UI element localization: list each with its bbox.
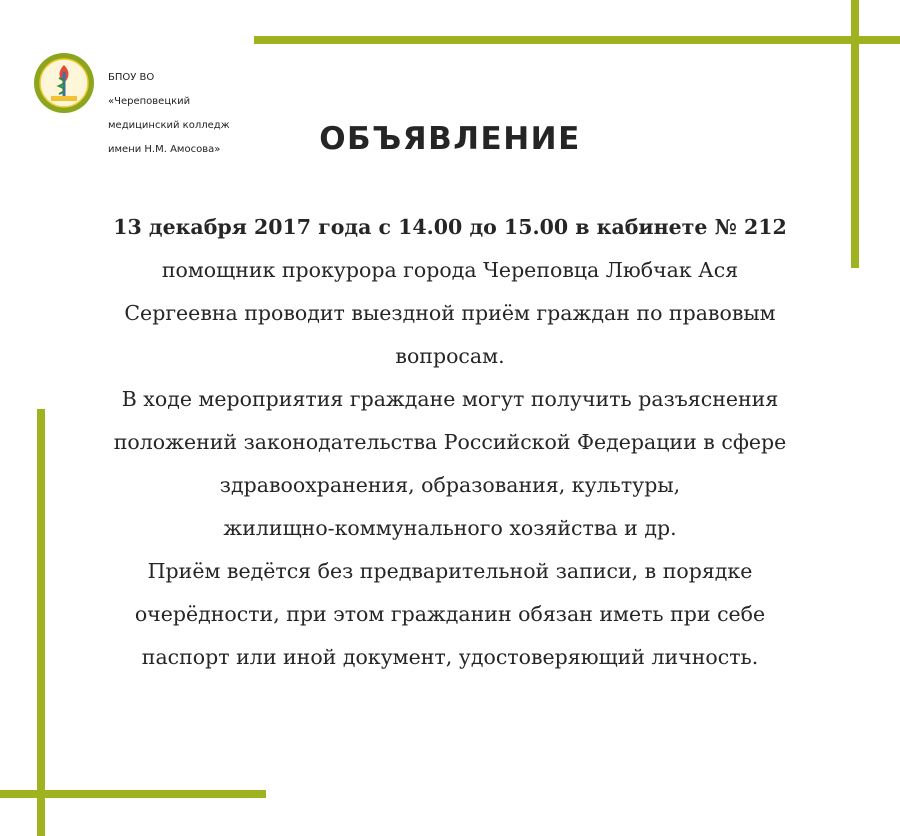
announcement-line: Приём ведётся без предварительной записи, в порядке (147, 559, 753, 583)
org-line-3: медицинский колледж (108, 120, 230, 131)
org-line-2: «Череповецкий (108, 96, 191, 107)
org-line-1: БПОУ ВО (108, 72, 155, 83)
announcement-line: Сергеевна проводит выездной приём граждан по правовым (124, 301, 776, 325)
announcement-body (50, 206, 850, 679)
decor-bar-top-horizontal (254, 36, 900, 44)
page-title: ОБЪЯВЛЕНИЕ (319, 121, 581, 157)
announcement-line: положений законодательства Российской Федерации в сфере (113, 430, 787, 454)
announcement-line: вопросам. (395, 344, 505, 368)
college-emblem-icon (33, 52, 95, 114)
announcement-line: паспорт или иной документ, удостоверяющий личность. (141, 645, 759, 669)
decor-bar-bottom-vertical (37, 409, 45, 836)
announcement-line: очерёдности, при этом гражданин обязан иметь при себе (134, 602, 766, 626)
org-line-4: имени Н.М. Амосова» (108, 144, 221, 155)
announcement-line: помощник прокурора города Череповца Любчак Ася (161, 258, 739, 282)
decor-bar-bottom-horizontal (0, 790, 266, 798)
announcement-line: В ходе мероприятия граждане могут получить разъяснения (121, 387, 779, 411)
announcement-line: здравоохранения, образования, культуры, (219, 473, 681, 497)
announcement-date-line: 13 декабря 2017 года с 14.00 до 15.00 в кабинете № 212 (113, 215, 787, 239)
announcement-line: жилищно-коммунального хозяйства и др. (223, 516, 677, 540)
